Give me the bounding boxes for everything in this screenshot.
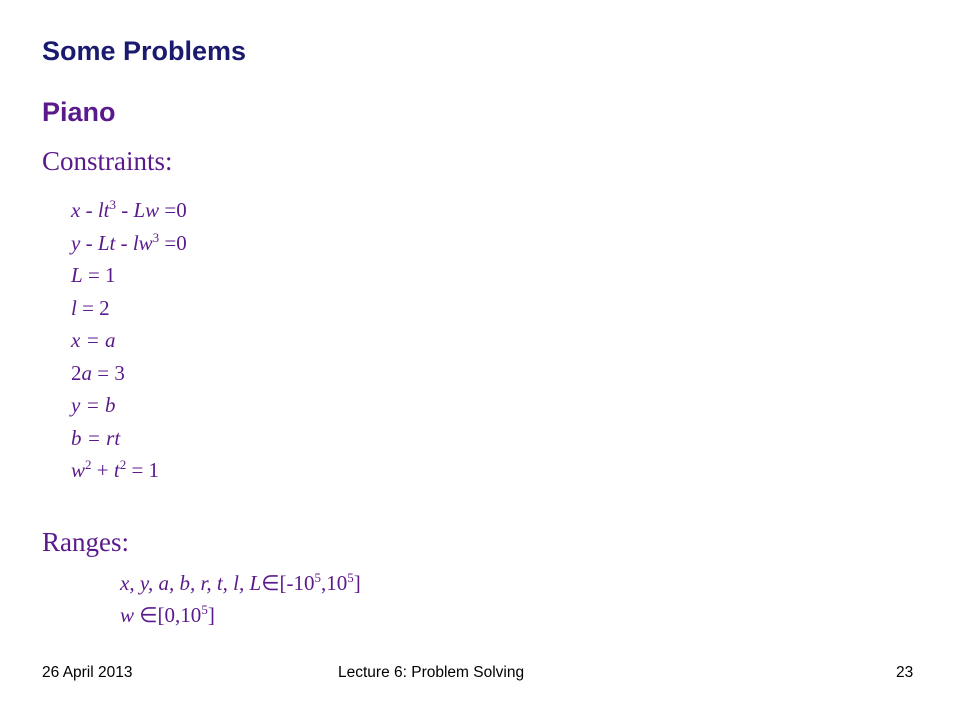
math-text: x - lt	[71, 198, 110, 222]
superscript: 2	[85, 457, 92, 472]
superscript: 5	[201, 602, 208, 617]
math-text: t	[113, 458, 120, 482]
math-text: +	[91, 458, 114, 482]
math-text: a	[81, 360, 92, 385]
range-list	[120, 570, 361, 634]
footer-date: 26 April 2013	[42, 664, 133, 681]
slide-subtitle: Piano	[42, 97, 116, 127]
math-text: 2	[71, 360, 82, 385]
math-text: =0	[159, 230, 187, 255]
footer-course-title: Lecture 6: Problem Solving	[338, 664, 525, 681]
footer-page-number: 23	[896, 664, 914, 681]
constraint-equation	[71, 197, 187, 230]
math-text: = 1	[82, 263, 116, 287]
math-text: ∈[-10	[261, 571, 315, 595]
constraint-equation	[71, 230, 187, 263]
math-text: ]	[353, 571, 361, 595]
constraint-equation-list	[71, 197, 187, 490]
constraint-equation	[71, 262, 187, 295]
constraints-heading: Constraints:	[42, 146, 173, 176]
constraint-equation	[71, 457, 187, 490]
range-item	[120, 570, 361, 602]
range-item	[120, 602, 361, 634]
math-text: y - Lt - lw	[71, 230, 153, 255]
constraint-equation	[71, 295, 187, 328]
constraint-equation	[71, 327, 187, 360]
math-text: b = rt	[71, 425, 121, 450]
superscript: 3	[109, 197, 116, 212]
math-text: - Lw	[115, 198, 165, 222]
constraint-equation	[71, 360, 187, 393]
constraint-equation	[71, 425, 187, 458]
math-text: w	[120, 603, 135, 627]
math-text: L	[71, 263, 83, 287]
constraint-equation	[71, 392, 187, 425]
math-text: ]	[207, 603, 215, 627]
superscript: 5	[347, 570, 354, 585]
math-text: =0	[164, 198, 187, 222]
math-text: w	[71, 458, 86, 482]
math-text: x, y, a, b, r, t, l, L	[120, 571, 262, 595]
math-text: = 2	[76, 295, 110, 320]
math-text: ∈[0,10	[134, 603, 202, 627]
math-text: y = b	[71, 393, 116, 417]
math-text: = 1	[126, 458, 160, 482]
math-text: l	[71, 295, 77, 320]
slide-title: Some Problems	[42, 36, 247, 66]
superscript: 2	[119, 457, 127, 472]
ranges-heading: Ranges:	[42, 527, 129, 557]
superscript: 5	[314, 570, 321, 585]
superscript: 3	[152, 229, 160, 245]
math-text: x = a	[71, 328, 116, 352]
math-text: ,10	[320, 571, 348, 595]
math-text: = 3	[92, 360, 125, 385]
